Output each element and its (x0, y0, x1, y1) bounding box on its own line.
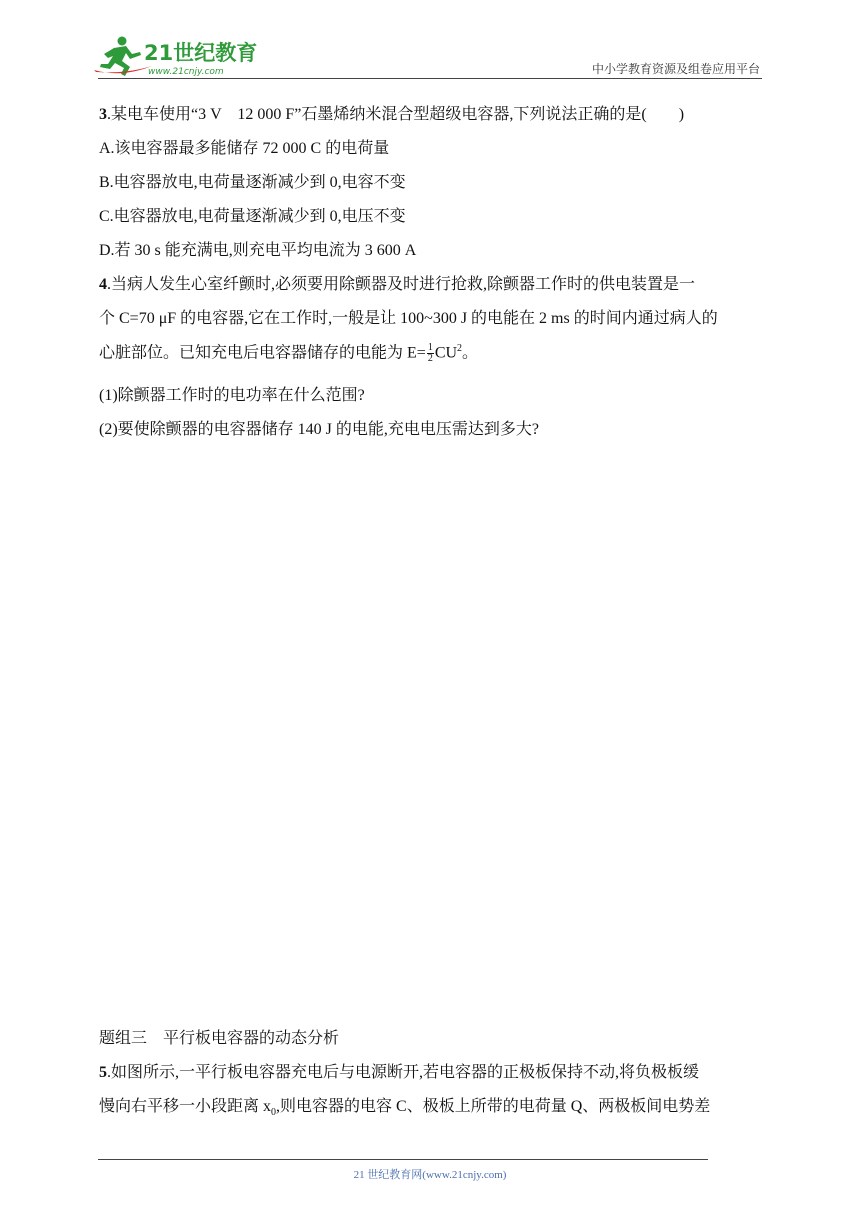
q3-number: 3 (99, 106, 107, 123)
q3-stem (99, 104, 684, 126)
q4-line-3-end: 。 (462, 344, 479, 362)
q3-option-a: A.该电容器最多能储存 72 000 C 的电荷量 (99, 140, 390, 157)
q5-line-2-rest: ,则电容器的电容 C、极板上所带的电荷量 Q、两极板间电势差 (276, 1098, 711, 1115)
q3-option-b: B.电容器放电,电荷量逐渐减少到 0,电容不变 (99, 174, 406, 191)
footer-link[interactable]: 21 世纪教育网(www.21cnjy.com) (353, 1169, 507, 1181)
header-divider (98, 78, 762, 79)
q3-option-c: C.电容器放电,电荷量逐渐减少到 0,电压不变 (99, 208, 406, 225)
formula-cu: CU (434, 344, 458, 362)
q5-line-2 (99, 1096, 710, 1120)
site-logo (92, 34, 262, 78)
q5-line-1-text: .如图所示,一平行板电容器充电后与电源断开,若电容器的正极板保持不动,将负极板缓 (107, 1064, 700, 1081)
q5-number: 5 (99, 1064, 107, 1081)
q4-line-2: 个 C=70 μF 的电容器,它在工作时,一般是让 100~300 J 的电能在 2 ms 的时间内通过病人的 (99, 310, 718, 327)
q4-number: 4 (99, 276, 107, 293)
fraction-one-half (427, 343, 434, 364)
q4-line-3-text: 心脏部位。已知充电后电容器储存的电能为 E= (99, 344, 426, 362)
q4-line-3 (99, 342, 478, 364)
q5-subscript: 0 (271, 1107, 277, 1119)
q4-subquestion-1: (1)除颤器工作时的电功率在什么范围? (99, 387, 365, 404)
q5-line-2-text: 慢向右平移一小段距离 x (99, 1098, 272, 1115)
footer-divider (98, 1159, 708, 1160)
q4-subquestion-2: (2)要使除颤器的电容器储存 140 J 的电能,充电电压需达到多大? (99, 421, 539, 438)
group3-title: 题组三 平行板电容器的动态分析 (99, 1030, 340, 1047)
q5-line-1 (99, 1062, 699, 1084)
q3-stem-text: .某电车使用“3 V 12 000 F”石墨烯纳米混合型超级电容器,下列说法正确的是( ) (107, 106, 685, 123)
logo-text: 21世纪教育 (144, 41, 258, 65)
header-platform-name: 中小学教育资源及组卷应用平台 (591, 62, 760, 76)
fraction-numerator: 1 (427, 342, 433, 354)
q4-line-1 (99, 274, 695, 296)
q3-option-d: D.若 30 s 能充满电,则充电平均电流为 3 600 A (99, 242, 417, 259)
q4-line-1-text: .当病人发生心室纤颤时,必须要用除颤器及时进行抢救,除颤器工作时的供电装置是一 (107, 276, 696, 293)
formula-exponent: 2 (457, 343, 463, 354)
logo-url: www.21cnjy.com (148, 67, 224, 77)
fraction-denominator: 2 (427, 353, 433, 365)
